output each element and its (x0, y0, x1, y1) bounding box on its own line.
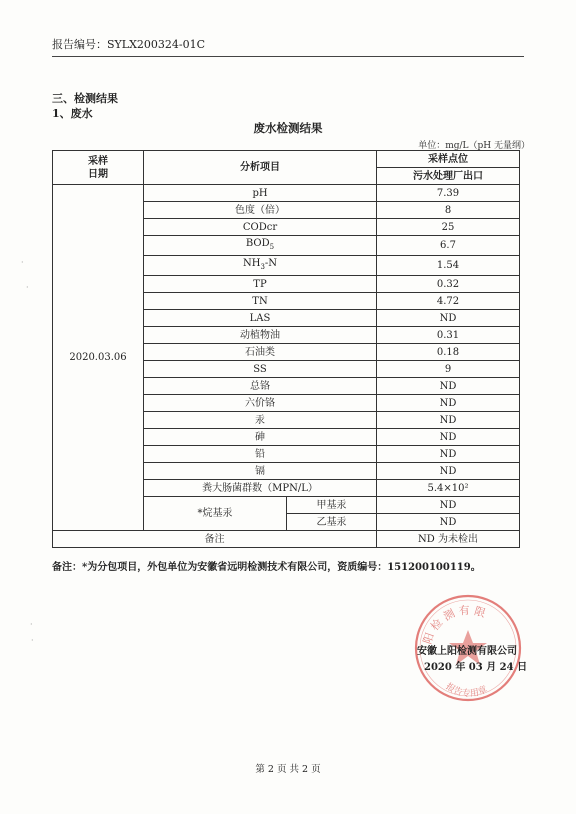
result-value: ND (377, 395, 520, 412)
scan-mark: · (26, 283, 29, 292)
analysis-item: $NH_3-N$ (144, 256, 377, 276)
ethyl-mercury-label: 乙基汞 (287, 514, 377, 531)
sample-date: 2020.03.06 (53, 185, 144, 531)
analysis-item: 汞 (144, 412, 377, 429)
header-divider (52, 56, 524, 57)
footnote: 备注：*为分包项目，外包单位为安徽省远明检测技术有限公司，资质编号：151200100119。 (52, 562, 481, 573)
remark-label: 备注 (53, 531, 377, 548)
result-value: 8 (377, 202, 520, 219)
result-value: 0.18 (377, 344, 520, 361)
table-row (53, 185, 520, 202)
result-value: 9 (377, 361, 520, 378)
analysis-item: SS (144, 361, 377, 378)
remark-value: ND 为未检出 (377, 531, 520, 548)
analysis-item: 铅 (144, 446, 377, 463)
analysis-item: 砷 (144, 429, 377, 446)
scan-mark: · (31, 636, 34, 645)
result-value: ND (377, 429, 520, 446)
unit-note: 单位：mg/L（pH 无量纲） (418, 141, 530, 151)
point-header: 采样点位 (377, 151, 520, 168)
analysis-item: CODcr (144, 219, 377, 236)
ethyl-mercury-value: ND (377, 514, 520, 531)
methyl-mercury-label: 甲基汞 (287, 497, 377, 514)
result-value: 1.54 (377, 256, 520, 276)
analysis-item: 镉 (144, 463, 377, 480)
analysis-item: 六价铬 (144, 395, 377, 412)
date-header (53, 151, 144, 185)
subsection-heading: 1、废水 (52, 107, 93, 120)
signature-date: 2020 年 03 月 24 日 (424, 662, 528, 673)
result-value: 7.39 (377, 185, 520, 202)
result-value: 6.7 (377, 236, 520, 256)
analysis-item: 石油类 (144, 344, 377, 361)
point-name: 污水处理厂出口 (377, 168, 520, 185)
svg-text:阳 检 测 有 限: 阳 检 测 有 限 (420, 603, 488, 646)
result-value: ND (377, 446, 520, 463)
alkyl-mercury-label: *烷基汞 (144, 497, 287, 531)
result-value: 0.32 (377, 276, 520, 293)
analysis-item: TP (144, 276, 377, 293)
item-header: 分析项目 (144, 151, 377, 185)
section-heading: 三、检测结果 (52, 92, 118, 105)
analysis-item: 总铬 (144, 378, 377, 395)
result-value: ND (377, 412, 520, 429)
date-header-line2: 日期 (88, 168, 108, 180)
analysis-item: 粪大肠菌群数（MPN/L） (144, 480, 377, 497)
analysis-item: pH (144, 185, 377, 202)
svg-text:报告专用章: 报告专用章 (443, 681, 489, 700)
analysis-item: LAS (144, 310, 377, 327)
results-table (52, 150, 520, 548)
scan-mark: · (21, 258, 24, 267)
methyl-mercury-value: ND (377, 497, 520, 514)
analysis-item: 动植物油 (144, 327, 377, 344)
result-value: ND (377, 463, 520, 480)
report-number: 报告编号：SYLX200324-01C (52, 38, 206, 51)
result-value: ND (377, 310, 520, 327)
result-value: ND (377, 378, 520, 395)
scan-mark: · (30, 620, 33, 629)
date-header-line1: 采样 (88, 155, 108, 167)
analysis-item: $BOD_5$ (144, 236, 377, 256)
signature-company: 安徽上阳检测有限公司 (417, 646, 517, 657)
result-value: 0.31 (377, 327, 520, 344)
analysis-item: 色度（倍） (144, 202, 377, 219)
result-value: 25 (377, 219, 520, 236)
result-value: 5.4×10² (377, 480, 520, 497)
result-value: 4.72 (377, 293, 520, 310)
analysis-item: TN (144, 293, 377, 310)
page-footer: 第 2 页 共 2 页 (255, 764, 321, 775)
table-title: 废水检测结果 (253, 121, 323, 135)
